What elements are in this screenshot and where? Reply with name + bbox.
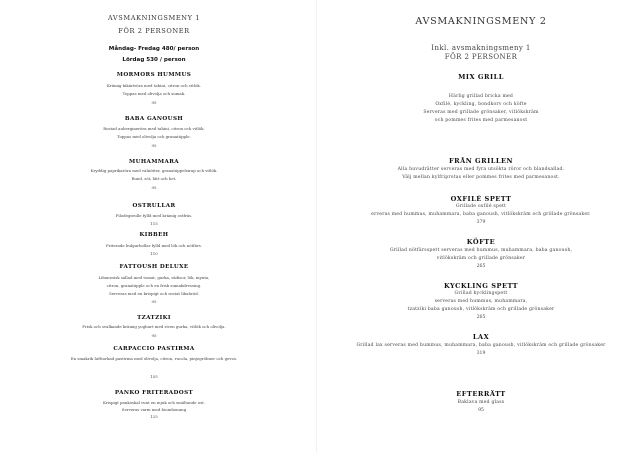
menu2-item-name: OXFILÉ SPETT (450, 195, 512, 203)
menu1-item-price: 125 (150, 414, 158, 419)
menu1-item-desc: Kryddig paprikaröra med valnötter, granatäppelsirap och vitlök. (90, 168, 218, 173)
menu2-item-desc: Grillade oxfilé spett (455, 204, 507, 209)
menu2-from-grill-desc: Välj mellan kylfriprotas eller pommes frites med parmesanost. (402, 175, 560, 180)
menu1-price-weekday: Måndag- Fredag 480/ person (108, 46, 200, 52)
menu-page-2 (322, 0, 640, 453)
menu1-subtitle: FÖR 2 PERSONER (118, 27, 190, 35)
menu2-item-desc: Grillad nötfärsspett serveras med hummus, muhammara, baba ganoush, (389, 248, 573, 253)
menu1-item-name: FATTOUSH DELUXE (119, 264, 189, 270)
menu1-item-desc: Krispigt pankoskal runt en mjuk och smältande ost. (103, 400, 205, 405)
menu2-from-grill-desc: Alla huvudrätter serveras med fyra utsökta röror och blandsallad. (397, 167, 565, 172)
menu1-item-name: PANKO FRITERADOST (114, 390, 194, 396)
menu1-item-name: BABA GANOUSH (124, 116, 184, 122)
menu1-item-desc: Rostad aubergineröra med tahini, citron och vitlök. (103, 126, 205, 131)
menu-page-1 (0, 0, 308, 453)
menu2-item-desc: vitlökskräm och grillade grönsaker (436, 256, 526, 261)
menu2-mix-grill-desc: Serveras med grillade grönsaker, vitlökskräm (423, 110, 539, 115)
menu1-item-desc: Serveras med en krispigt och rostat libabröd. (109, 291, 199, 296)
menu2-subtitle: FÖR 2 PERSONER (444, 53, 518, 61)
menu1-item-desc: citron, granatäpple och en frisk sumakdressing. (106, 283, 202, 288)
menu2-mix-grill-desc: och pommes frites med parmesanost (434, 118, 528, 123)
menu1-item-name: OSTRULLAR (132, 203, 176, 209)
menu2-includes: Inkl. avsmakningsmeny 1 (431, 44, 531, 52)
menu1-item-price: 95 (151, 333, 157, 338)
menu1-item-desc: Rund, söt, lätt och het. (131, 176, 177, 181)
menu2-item-name: EFTERRÄTT (456, 390, 506, 398)
menu2-item-desc: Baklava med glass (457, 400, 505, 405)
menu2-item-price: 319 (476, 351, 486, 356)
menu2-mix-grill-name: MIX GRILL (458, 73, 504, 81)
menu2-title: AVSMAKNINGSMENY 2 (415, 16, 547, 27)
menu1-price-saturday: Lördag 530 / person (122, 57, 186, 63)
menu1-item-desc: Krämig kikärtröra med tahini, citron och vitlök. (106, 83, 202, 88)
menu2-mix-grill-desc: Härlig grillad bricka med (448, 94, 514, 99)
menu1-item-desc: En smakrik lufttorkad pastirma med olivolja, citron, rucola, pinjegröbner och gevos. (70, 356, 238, 361)
menu2-item-desc: serveras med hummus, muhammara, (434, 299, 528, 304)
menu2-item-price: 265 (476, 264, 486, 269)
menu1-item-desc: Libanesisk sallad med tomat, gurka, rädisor, lök, mynta, (98, 275, 210, 280)
menu1-item-name: MUHAMMARA (128, 159, 179, 165)
menu1-item-price: 95 (151, 299, 157, 304)
menu1-item-desc: Frisk och svalkande krämig yoghurt med riven gurka, vitlök och olivolja. (82, 324, 226, 329)
menu1-title: AVSMAKNINGSMENY 1 (107, 14, 201, 22)
menu2-item-desc: Grillad lax serveras med hummus, muhammara, baba ganoush, vitlökskräm och grillade grönsaker (356, 343, 606, 348)
page-fold-divider (316, 0, 317, 453)
menu2-item-desc: tzatziki baba ganoush, vitlökskräm och grillade grönsaker (407, 307, 555, 312)
menu1-item-desc: Toppas med olivolja och granatäpple. (117, 134, 191, 139)
menu1-item-desc: Friterade bulgurbollar fylld med lök och nötfärs. (106, 243, 202, 248)
menu2-item-name: KÖFTE (466, 238, 496, 246)
menu2-item-name: LAX (472, 333, 490, 341)
menu1-item-price: 155 (150, 374, 158, 379)
menu1-item-price: 95 (151, 100, 157, 105)
menu1-item-price: 95 (151, 143, 157, 148)
menu2-item-price: 265 (476, 315, 486, 320)
menu2-item-price: 379 (476, 220, 486, 225)
menu2-item-name: KYCKLING SPETT (443, 282, 519, 290)
menu2-mix-grill-desc: Oxfilé, kyckling, bondkorv och köfte (435, 102, 527, 107)
menu1-item-name: CARPACCIO PASTIRMA (113, 346, 195, 352)
menu1-item-price: 115 (150, 221, 158, 226)
menu2-item-desc: erveras med hummus, muhammara, baba ganoush, vitlökskräm och grillade grönsaker. (371, 212, 591, 217)
menu1-item-price: 110 (150, 251, 158, 256)
menu2-from-grill-name: FRÅN GRILLEN (448, 157, 514, 165)
menu1-item-name: TZATZIKI (137, 315, 171, 321)
menu1-item-name: MORMORS HUMMUS (116, 72, 192, 78)
menu1-item-desc: Filodegsrulle fylld med krämig ostfräs. (115, 213, 193, 218)
menu1-item-price: 95 (151, 185, 157, 190)
menu1-item-desc: Serveras varm med biomhonung (121, 407, 187, 412)
menu2-item-desc: Grillad kycklingspett (454, 291, 508, 296)
menu2-item-price: 95 (478, 408, 484, 413)
menu1-item-desc: Toppas med olivolja och sumak. (122, 91, 186, 96)
menu1-item-name: KIBBEH (139, 232, 169, 238)
